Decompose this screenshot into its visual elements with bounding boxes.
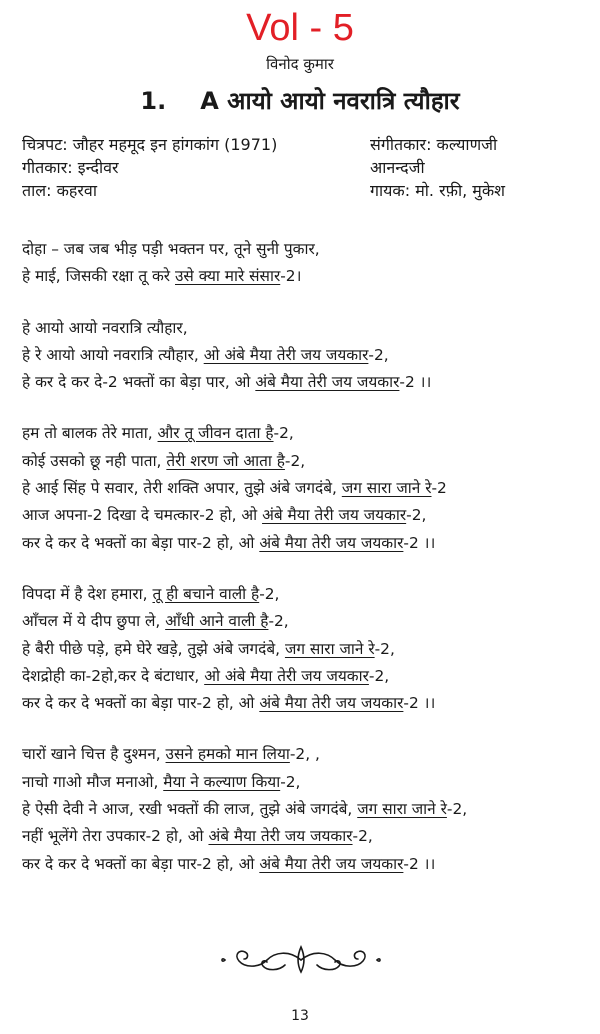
stanza [22, 741, 594, 877]
lyric-refrain: अंबे मैया तेरी जय जयकार [259, 854, 404, 873]
lyric-text: आज अपना-2 दिखा दे चमत्कार-2 हो, ओ [22, 506, 263, 525]
lyric-repeat-mark: -2 ।। [399, 373, 432, 392]
lyric-refrain: जग सारा जाने रे [357, 800, 447, 819]
lyric-refrain: जग सारा जाने रे [341, 479, 432, 498]
rhythm-info: ताल: कहरवा [22, 181, 97, 200]
lyric-text: कर दे कर दे भक्तों का बेड़ा पार-2 हो, ओ [22, 694, 260, 713]
song-meta-left [22, 133, 277, 202]
lyric-repeat-mark: -2 ।। [403, 694, 436, 713]
composer-info-cont: आनन्दजी [370, 158, 425, 177]
lyric-repeat-mark: -2, [259, 584, 280, 603]
lyric-line [22, 420, 594, 447]
lyric-line [22, 475, 594, 502]
lyric-text: आँचल में ये दीप छुपा ले, [22, 612, 166, 631]
lyric-refrain: अंबे मैया तेरी जय जयकार [259, 694, 404, 713]
lyrics-body [22, 236, 594, 902]
lyric-repeat-mark: -2, [284, 451, 306, 470]
lyric-line [22, 502, 594, 529]
lyric-text: दोहा – जब जब भीड़ पड़ी भक्तन पर, तूने सुनी पुकार, [22, 240, 320, 258]
stanza [22, 420, 594, 556]
lyric-line [22, 663, 594, 690]
lyric-refrain: अंबे मैया तेरी जय जयकार [262, 506, 407, 525]
lyric-repeat-mark: -2, [368, 666, 390, 685]
author-name: विनोद कुमार [266, 55, 334, 73]
lyric-line [22, 851, 594, 878]
song-number: 1. [140, 87, 167, 115]
song-meta-right [370, 133, 505, 202]
volume-heading: Vol - 5 [246, 7, 354, 49]
lyric-repeat-mark: -2। [280, 267, 302, 286]
lyric-repeat-mark: -2, [374, 639, 395, 658]
lyric-text: हे आयो आयो नवरात्रि त्यौहार, [22, 318, 188, 337]
lyric-refrain: अंबे मैया तेरी जय जयकार [255, 373, 400, 392]
lyric-text: हे रे आयो आयो नवरात्रि त्यौहार, [22, 345, 204, 364]
lyric-repeat-mark: -2, [268, 612, 289, 631]
lyric-line [22, 236, 594, 263]
lyric-refrain: आँधी आने वाली है [165, 612, 269, 631]
lyric-text: हम तो बालक तेरे माता, [22, 424, 158, 443]
lyric-repeat-mark: -2 [431, 479, 447, 498]
lyric-text: नाचो गाओ मौज मनाओ, [22, 772, 164, 791]
lyric-refrain: ओ अंबे मैया तेरी जय जयकार [203, 345, 369, 364]
lyric-line [22, 636, 594, 663]
lyric-text: हे ऐसी देवी ने आज, रखी भक्तों की लाज, तुझे अंबे जगदंबे, [22, 800, 358, 819]
lyric-text: हे कर दे कर दे-2 भक्तों का बेड़ा पार, ओ [22, 373, 256, 392]
lyric-line [22, 448, 594, 475]
lyric-text: देशद्रोही का-2हो,कर दे बंटाधार, [22, 666, 205, 685]
decorative-divider-icon [215, 944, 387, 976]
lyric-line [22, 823, 594, 850]
lyric-refrain: और तू जीवन दाता है [157, 424, 274, 443]
lyric-line [22, 796, 594, 823]
lyric-repeat-mark: -2, [406, 506, 427, 525]
lyric-line [22, 581, 594, 608]
lyric-line [22, 608, 594, 635]
lyric-repeat-mark: -2, , [289, 745, 320, 764]
lyricist-info: गीतकार: इन्दीवर [22, 158, 119, 177]
lyric-line [22, 690, 594, 717]
lyric-refrain: तू ही बचाने वाली है [152, 584, 260, 603]
lyric-text: विपदा में है देश हमारा, [22, 584, 153, 603]
film-info: चित्रपट: जौहर महमूद इन हांगकांग (1971) [22, 135, 278, 154]
lyric-refrain: जग सारा जाने रे [284, 639, 375, 658]
lyric-line [22, 741, 594, 768]
lyric-refrain: उसने हमको मान लिया [165, 745, 290, 764]
page-number: 13 [291, 1008, 309, 1024]
lyric-repeat-mark: -2, [280, 772, 301, 791]
lyric-text: कर दे कर दे भक्तों का बेड़ा पार-2 हो, ओ [22, 854, 260, 873]
lyric-repeat-mark: -2, [368, 345, 389, 364]
lyric-text: हे माई, जिसकी रक्षा तू करे [22, 267, 175, 286]
lyric-text: हे बैरी पीछे पड़े, हमे घेरे खड़े, तुझे अंबे जगदंबे, [22, 639, 285, 658]
lyric-line [22, 315, 594, 342]
lyric-text: नहीं भूलेंगे तेरा उपकार-2 हो, ओ [22, 827, 209, 846]
lyric-line [22, 263, 594, 290]
lyric-line [22, 769, 594, 796]
lyric-refrain: उसे क्या मारे संसार [175, 267, 281, 286]
lyric-line [22, 530, 594, 557]
composer-info: संगीतकार: कल्याणजी [370, 135, 498, 154]
lyric-repeat-mark: -2, [273, 424, 294, 443]
lyric-text: चारों खाने चित्त है दुश्मन, [22, 745, 166, 764]
singer-info: गायक: मो. रफ़ी, मुकेश [370, 181, 506, 200]
lyric-repeat-mark: -2 ।। [403, 533, 436, 552]
lyric-repeat-mark: -2, [446, 800, 468, 819]
lyric-repeat-mark: -2 ।। [403, 854, 436, 873]
lyric-refrain: अंबे मैया तेरी जय जयकार [208, 827, 353, 846]
lyric-refrain: ओ अंबे मैया तेरी जय जयकार [204, 666, 369, 685]
song-title-text: A आयो आयो नवरात्रि त्यौहार [200, 87, 460, 115]
lyric-text: कर दे कर दे भक्तों का बेड़ा पार-2 हो, ओ [22, 533, 260, 552]
lyric-text: हे आई सिंह पे सवार, तेरी शक्ति अपार, तुझे अंबे जगदंबे, [22, 479, 342, 498]
lyric-refrain: मैया ने कल्याण किया [163, 772, 281, 791]
lyric-refrain: अंबे मैया तेरी जय जयकार [259, 533, 404, 552]
lyric-line [22, 369, 594, 396]
lyric-text: कोई उसको छू नही पाता, [22, 451, 167, 470]
stanza [22, 581, 594, 717]
stanza [22, 236, 594, 291]
lyric-line [22, 342, 594, 369]
lyric-repeat-mark: -2, [352, 827, 373, 846]
lyric-refrain: तेरी शरण जो आता है [166, 451, 285, 470]
stanza [22, 315, 594, 397]
song-title [0, 84, 600, 118]
